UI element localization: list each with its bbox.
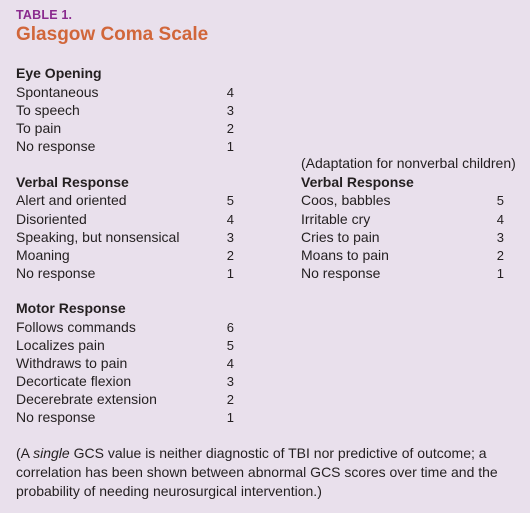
list-item bbox=[16, 210, 236, 228]
verbal-response-heading: Verbal Response bbox=[16, 174, 129, 190]
footnote-prefix: (A bbox=[16, 445, 34, 461]
list-item bbox=[16, 246, 236, 264]
list-item bbox=[16, 390, 236, 408]
list-item bbox=[301, 228, 511, 246]
item-score: 3 bbox=[226, 103, 234, 118]
item-label: Speaking, but nonsensical bbox=[16, 229, 180, 245]
item-score: 2 bbox=[226, 121, 234, 136]
item-label: Cries to pain bbox=[301, 229, 380, 245]
item-label: To speech bbox=[16, 102, 80, 118]
item-label: No response bbox=[16, 265, 96, 281]
item-score: 2 bbox=[226, 248, 234, 263]
item-score: 1 bbox=[226, 139, 234, 154]
item-score: 6 bbox=[226, 320, 234, 335]
list-item bbox=[16, 101, 236, 119]
item-score: 4 bbox=[226, 212, 234, 227]
list-item bbox=[16, 372, 236, 390]
item-label: Decorticate flexion bbox=[16, 373, 132, 389]
item-label: To pain bbox=[16, 120, 62, 136]
list-item bbox=[16, 83, 236, 101]
footnote-text: GCS value is neither diagnostic of TBI nor predictive of outcome; a correlation has been shown between abnormal GCS scores over time and the probability of needing neurosurgical intervention.) bbox=[16, 445, 498, 499]
item-label: Localizes pain bbox=[16, 337, 105, 353]
item-label: Spontaneous bbox=[16, 84, 99, 100]
footnote-emphasis: single bbox=[33, 445, 70, 461]
item-label: Disoriented bbox=[16, 211, 87, 227]
item-score: 4 bbox=[226, 85, 234, 100]
item-score: 4 bbox=[496, 212, 504, 227]
item-label: Follows commands bbox=[16, 319, 136, 335]
page-title: Glasgow Coma Scale bbox=[16, 24, 209, 45]
list-item bbox=[16, 228, 236, 246]
item-label: No response bbox=[16, 409, 96, 425]
list-item bbox=[301, 246, 511, 264]
child-verbal-response-heading: Verbal Response bbox=[301, 174, 414, 190]
adaptation-note: (Adaptation for nonverbal children) bbox=[301, 155, 516, 171]
item-label: Moans to pain bbox=[301, 247, 389, 263]
item-score: 5 bbox=[496, 193, 504, 208]
item-label: Decerebrate extension bbox=[16, 391, 157, 407]
list-item bbox=[301, 264, 511, 282]
item-score: 1 bbox=[226, 410, 234, 425]
item-score: 3 bbox=[226, 374, 234, 389]
item-score: 2 bbox=[496, 248, 504, 263]
list-item bbox=[16, 191, 236, 209]
item-score: 3 bbox=[496, 230, 504, 245]
table-label: TABLE 1. bbox=[16, 8, 73, 22]
list-item bbox=[16, 137, 236, 155]
list-item bbox=[16, 264, 236, 282]
item-score: 4 bbox=[226, 356, 234, 371]
list-item bbox=[16, 318, 236, 336]
list-item bbox=[301, 210, 511, 228]
item-label: Withdraws to pain bbox=[16, 355, 128, 371]
item-score: 1 bbox=[496, 266, 504, 281]
list-item bbox=[16, 408, 236, 426]
list-item bbox=[16, 354, 236, 372]
item-score: 5 bbox=[226, 193, 234, 208]
item-label: Alert and oriented bbox=[16, 192, 127, 208]
list-item bbox=[301, 191, 511, 209]
item-label: Coos, babbles bbox=[301, 192, 391, 208]
item-label: Moaning bbox=[16, 247, 70, 263]
item-score: 1 bbox=[226, 266, 234, 281]
item-label: No response bbox=[16, 138, 96, 154]
item-label: Irritable cry bbox=[301, 211, 371, 227]
eye-opening-heading: Eye Opening bbox=[16, 65, 102, 81]
item-score: 5 bbox=[226, 338, 234, 353]
list-item bbox=[16, 119, 236, 137]
item-label: No response bbox=[301, 265, 381, 281]
footnote bbox=[16, 444, 521, 501]
list-item bbox=[16, 336, 236, 354]
motor-response-heading: Motor Response bbox=[16, 300, 126, 316]
item-score: 3 bbox=[226, 230, 234, 245]
item-score: 2 bbox=[226, 392, 234, 407]
